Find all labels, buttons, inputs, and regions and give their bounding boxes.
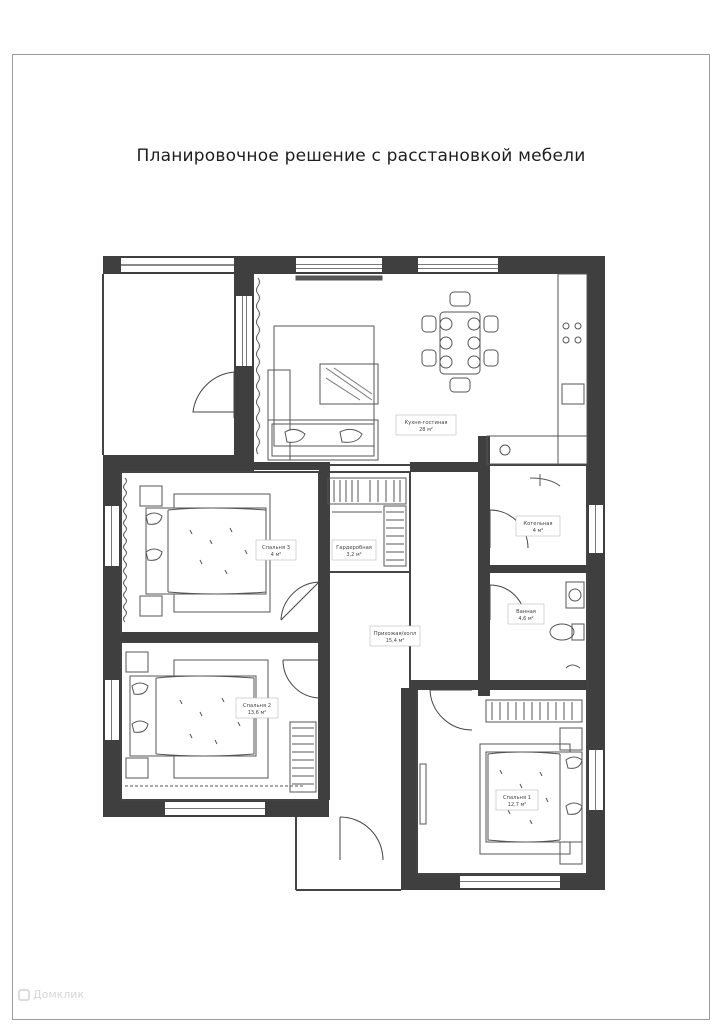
watermark bbox=[18, 988, 84, 1001]
label-hall bbox=[370, 626, 420, 646]
label-kitchen-living bbox=[396, 415, 456, 435]
svg-text:13,6 м²: 13,6 м² bbox=[247, 710, 267, 716]
dining-chairs bbox=[422, 292, 498, 392]
bedroom1-furniture bbox=[420, 700, 582, 864]
svg-text:12,7 м²: 12,7 м² bbox=[507, 802, 527, 808]
svg-text:Гардеробная: Гардеробная bbox=[336, 545, 372, 551]
svg-text:Спальня 3: Спальня 3 bbox=[261, 545, 291, 551]
label-bedroom2 bbox=[236, 698, 278, 718]
svg-text:28 м²: 28 м² bbox=[419, 427, 433, 433]
svg-text:15,4 м²: 15,4 м² bbox=[385, 638, 405, 644]
svg-text:Спальня 2: Спальня 2 bbox=[242, 703, 272, 709]
room-labels bbox=[236, 415, 560, 810]
plan-title: Планировочное решение с расстановкой мебели bbox=[136, 146, 586, 166]
svg-text:Кухня-гостиная: Кухня-гостиная bbox=[404, 420, 448, 426]
bedroom2-furniture bbox=[125, 652, 316, 792]
svg-text:Прихожая/холл: Прихожая/холл bbox=[373, 631, 417, 637]
domclick-logo-icon bbox=[18, 989, 30, 1001]
living-furniture bbox=[257, 274, 588, 464]
bedroom3-furniture bbox=[124, 478, 271, 622]
svg-text:4,6 м²: 4,6 м² bbox=[518, 616, 534, 622]
svg-text:Спальня 1: Спальня 1 bbox=[502, 795, 532, 801]
svg-text:Ванная: Ванная bbox=[516, 609, 536, 615]
label-bedroom3 bbox=[256, 540, 296, 560]
svg-text:Котельная: Котельная bbox=[523, 521, 553, 527]
svg-text:4 м²: 4 м² bbox=[532, 528, 544, 534]
svg-text:4 м²: 4 м² bbox=[270, 552, 282, 558]
label-bathroom bbox=[508, 604, 544, 624]
label-boiler bbox=[516, 516, 560, 536]
label-wardrobe bbox=[332, 540, 376, 560]
svg-text:3,2 м²: 3,2 м² bbox=[346, 552, 362, 558]
label-bedroom1 bbox=[496, 790, 538, 810]
watermark-text: Домклик bbox=[33, 988, 85, 1001]
